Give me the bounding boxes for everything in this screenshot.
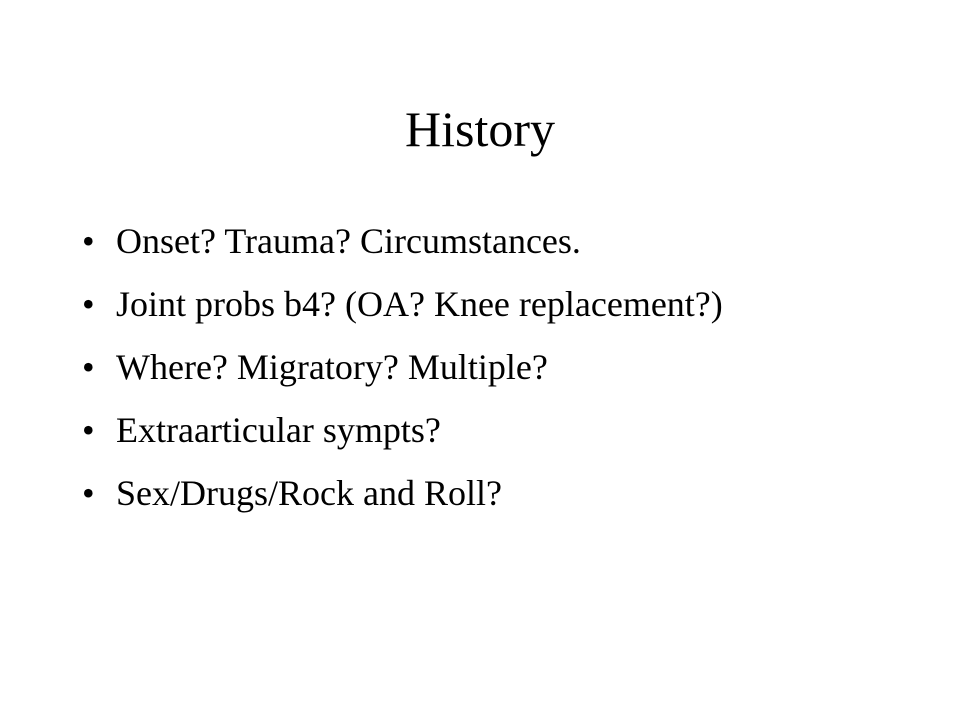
bullet-icon: •: [82, 221, 95, 261]
slide-title: History: [405, 101, 555, 157]
bullet-text: Extraarticular sympts?: [116, 410, 441, 450]
bullet-text: Joint probs b4? (OA? Knee replacement?): [116, 284, 723, 324]
bullet-text: Where? Migratory? Multiple?: [116, 347, 548, 387]
bullet-icon: •: [82, 410, 95, 450]
bullet-text: Sex/Drugs/Rock and Roll?: [116, 473, 502, 513]
bullet-icon: •: [82, 473, 95, 513]
bullet-icon: •: [82, 284, 95, 324]
bullet-icon: •: [82, 347, 95, 387]
bullet-text: Onset? Trauma? Circumstances.: [116, 221, 581, 261]
